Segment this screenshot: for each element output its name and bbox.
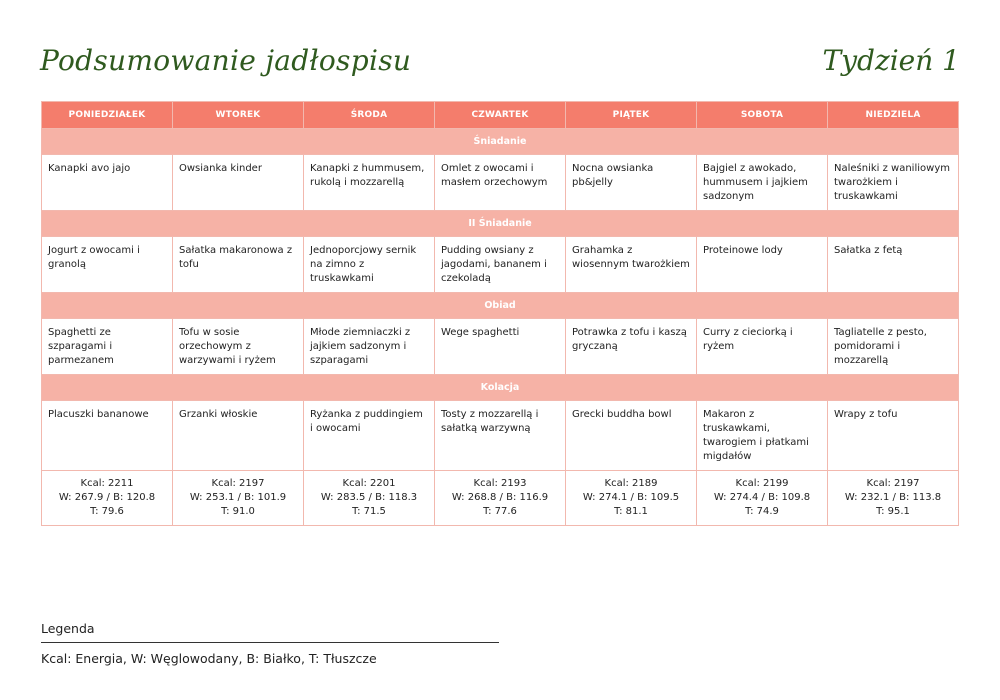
meal-cell: Grzanki włoskie	[173, 401, 304, 471]
kcal-value: Kcal: 2201	[342, 478, 396, 489]
meal-cell: Spaghetti ze szparagami i parmezanem	[42, 319, 173, 375]
meal-cell: Nocna owsianka pb&jelly	[566, 155, 697, 211]
page-title: Podsumowanie jadłospisu	[40, 44, 412, 77]
section-label-breakfast: Śniadanie	[42, 129, 959, 155]
section-label-dinner: Kolacja	[42, 375, 959, 401]
meal-row-breakfast	[42, 155, 959, 211]
meal-cell: Omlet z owocami i masłem orzechowym	[435, 155, 566, 211]
kcal-value: Kcal: 2199	[735, 478, 789, 489]
fat-value: T: 91.0	[221, 506, 255, 517]
meal-cell: Bajgiel z awokado, hummusem i jajkiem sadzonym	[697, 155, 828, 211]
legend-text: Kcal: Energia, W: Węglowodany, B: Białko, T: Tłuszcze	[41, 651, 377, 666]
week-label: Tydzień 1	[822, 44, 960, 77]
totals-cell	[435, 471, 566, 526]
meal-cell: Tosty z mozzarellą i sałatką warzywną	[435, 401, 566, 471]
macros-value: W: 232.1 / B: 113.8	[844, 492, 942, 503]
totals-cell	[566, 471, 697, 526]
meal-cell: Wege spaghetti	[435, 319, 566, 375]
meal-cell: Młode ziemniaczki z jajkiem sadzonym i szparagami	[304, 319, 435, 375]
kcal-value: Kcal: 2189	[604, 478, 658, 489]
meal-cell: Potrawka z tofu i kaszą gryczaną	[566, 319, 697, 375]
meal-cell: Naleśniki z waniliowym twarożkiem i truskawkami	[828, 155, 959, 211]
meal-cell: Jogurt z owocami i granolą	[42, 237, 173, 293]
meal-cell: Tagliatelle z pesto, pomidorami i mozzarellą	[828, 319, 959, 375]
day-header-monday: PONIEDZIAŁEK	[42, 102, 173, 129]
day-header-saturday: SOBOTA	[697, 102, 828, 129]
totals-row	[42, 471, 959, 526]
meal-row-lunch	[42, 319, 959, 375]
meal-cell: Curry z cieciorką i ryżem	[697, 319, 828, 375]
kcal-value: Kcal: 2211	[80, 478, 134, 489]
day-header-wednesday: ŚRODA	[304, 102, 435, 129]
meal-row-dinner	[42, 401, 959, 471]
meal-cell: Proteinowe lody	[697, 237, 828, 293]
meal-cell: Grahamka z wiosennym twarożkiem	[566, 237, 697, 293]
meal-cell: Kanapki z hummusem, rukolą i mozzarellą	[304, 155, 435, 211]
day-header-tuesday: WTOREK	[173, 102, 304, 129]
fat-value: T: 81.1	[614, 506, 648, 517]
day-header-sunday: NIEDZIELA	[828, 102, 959, 129]
totals-cell	[697, 471, 828, 526]
meal-cell: Pudding owsiany z jagodami, bananem i czekoladą	[435, 237, 566, 293]
fat-value: T: 77.6	[483, 506, 517, 517]
day-header-row	[42, 102, 959, 129]
meal-cell: Jednoporcjowy sernik na zimno z truskawkami	[304, 237, 435, 293]
day-header-friday: PIĄTEK	[566, 102, 697, 129]
kcal-value: Kcal: 2193	[473, 478, 527, 489]
meal-cell: Ryżanka z puddingiem i owocami	[304, 401, 435, 471]
macros-value: W: 274.4 / B: 109.8	[713, 492, 811, 503]
fat-value: T: 74.9	[745, 506, 779, 517]
section-row-second-breakfast	[42, 211, 959, 237]
macros-value: W: 274.1 / B: 109.5	[582, 492, 680, 503]
totals-cell	[304, 471, 435, 526]
section-label-second-breakfast: II Śniadanie	[42, 211, 959, 237]
meal-row-second-breakfast	[42, 237, 959, 293]
fat-value: T: 71.5	[352, 506, 386, 517]
meal-cell: Makaron z truskawkami, twarogiem i płatkami migdałów	[697, 401, 828, 471]
fat-value: T: 79.6	[90, 506, 124, 517]
kcal-value: Kcal: 2197	[866, 478, 920, 489]
day-header-thursday: CZWARTEK	[435, 102, 566, 129]
totals-cell	[828, 471, 959, 526]
macros-value: W: 267.9 / B: 120.8	[58, 492, 156, 503]
macros-value: W: 253.1 / B: 101.9	[189, 492, 287, 503]
meal-cell: Owsianka kinder	[173, 155, 304, 211]
meal-cell: Grecki buddha bowl	[566, 401, 697, 471]
totals-cell	[42, 471, 173, 526]
section-label-lunch: Obiad	[42, 293, 959, 319]
legend-divider	[41, 642, 499, 643]
meal-cell: Kanapki avo jajo	[42, 155, 173, 211]
section-row-dinner	[42, 375, 959, 401]
macros-value: W: 283.5 / B: 118.3	[320, 492, 418, 503]
legend-title: Legenda	[41, 621, 95, 636]
fat-value: T: 95.1	[876, 506, 910, 517]
section-row-lunch	[42, 293, 959, 319]
kcal-value: Kcal: 2197	[211, 478, 265, 489]
meal-cell: Wrapy z tofu	[828, 401, 959, 471]
meal-cell: Placuszki bananowe	[42, 401, 173, 471]
meal-cell: Tofu w sosie orzechowym z warzywami i ryżem	[173, 319, 304, 375]
section-row-breakfast	[42, 129, 959, 155]
meal-cell: Sałatka makaronowa z tofu	[173, 237, 304, 293]
meal-cell: Sałatka z fetą	[828, 237, 959, 293]
macros-value: W: 268.8 / B: 116.9	[451, 492, 549, 503]
totals-cell	[173, 471, 304, 526]
meal-plan-table	[41, 101, 959, 526]
